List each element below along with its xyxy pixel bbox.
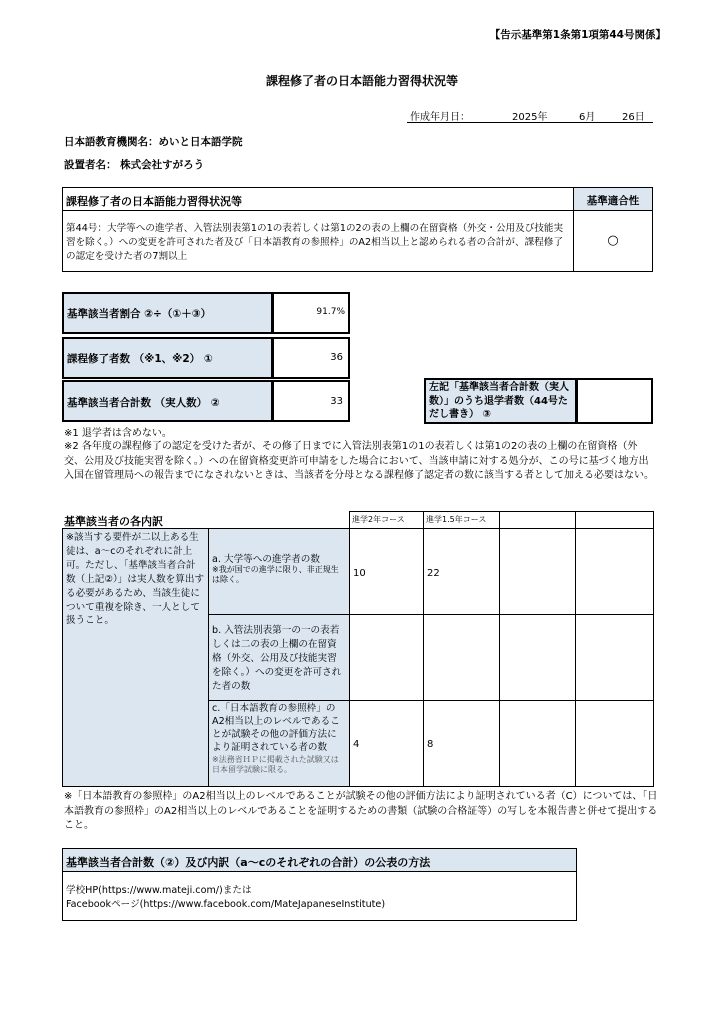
row-b-val-2 xyxy=(424,615,500,701)
qualified-label-cell xyxy=(62,380,273,422)
breakdown-row-a xyxy=(209,529,350,615)
publication-header-label: 基準該当者合計数（②）及び内訳（a～cのそれぞれの合計）の公表の方法 xyxy=(66,856,431,869)
row-c-val-2: 8 xyxy=(424,701,500,787)
status-header xyxy=(62,187,574,211)
completed-label: 課程修了者数 （※1、※2） ① xyxy=(67,353,213,365)
completed-label-cell xyxy=(62,337,273,379)
row-b-val-4 xyxy=(576,615,654,701)
row-a-val-4 xyxy=(576,529,654,615)
status-header-label: 課程修了者の日本語能力習得状況等 xyxy=(66,195,242,208)
col-header-1-5year: 進学1.5年コース xyxy=(424,512,500,529)
header-reference: 【告示基準第1条第1項第44号関係】 xyxy=(489,29,666,41)
publication-line-1: 学校HP(https://www.mateji.com/)または xyxy=(66,885,252,896)
breakdown-left-note: ※該当する要件が二以上ある生徒は、a～cのそれぞれに計上可。ただし、「基準該当者合計数（上記②）」は実人数を算出する必要があるため、当該生徒について重複を除き、一人として扱うこと。 xyxy=(63,529,209,787)
breakdown-table xyxy=(62,528,654,787)
withdrawn-value-cell xyxy=(576,378,653,424)
col-header-empty-3 xyxy=(500,512,576,529)
publication-body xyxy=(62,871,577,921)
row-a-val-1: 10 xyxy=(350,529,424,615)
publication-header xyxy=(62,848,577,872)
status-description-text: 第44号：大学等への進学者、入管法別表第1の1の表若しくは第1の2の表の上欄の在留資格（外交・公用及び技能実習を除く。）への変更を許可された者及び「日本語教育の参照枠」のA2相当以上と認められる者の合計が、課程修了の認定を受けた者の7割以上 xyxy=(66,223,564,262)
qualified-value-cell xyxy=(272,380,350,422)
date-label: 作成年月日： xyxy=(410,112,470,123)
breakdown-row-c xyxy=(209,701,350,787)
ratio-label: 基準該当者割合 ②÷（①＋③） xyxy=(67,308,212,320)
note-c: ※「日本語教育の参照枠」のA2相当以上のレベルであることが試験その他の評価方法により証明されている者（C）については、「日本語教育の参照枠」のA2相当以上のレベルであることを証明するための書類（試験の合格証等）の写しを本報告書と併せて提出すること。 xyxy=(64,791,658,831)
breakdown-title: 基準該当者の各内訳 xyxy=(64,515,163,528)
row-b-label: b. 入管法別表第一の一の表若しくは二の表の上欄の在留資格（外交、公用及び技能実習を除く。）への変更を許可された者の数 xyxy=(212,625,342,692)
col-header-2year: 進学2年コース xyxy=(350,512,424,529)
publication-line-2: Facebookページ(https://www.facebook.com/MateJapaneseInstitute) xyxy=(66,899,386,910)
note-2: ※2 各年度の課程修了の認定を受けた者が、その修了日までに入管法別表第1の1の表若しくは第1の2の表の上欄の在留資格（外交、公用及び技能実習を除く。）への在留資格変更許可申請をした場合において、当該申請に対する処分が、この号に基づく地方出入国在留管理局への報告までになされないときは、当該者を分母となる課程修了認定者の数に該当する者として加える必要はない。 xyxy=(64,441,654,481)
row-a-sub: ※我が国での進学に限り、非正規生は除く。 xyxy=(212,565,339,585)
ratio-label-cell xyxy=(62,292,273,334)
completed-value: 36 xyxy=(330,352,343,363)
row-c-val-4 xyxy=(576,701,654,787)
conformity-header-label: 基準適合性 xyxy=(586,195,640,207)
conformity-cell xyxy=(573,210,653,272)
withdrawn-label: 左記「基準該当者合計数（実人数）」のうち退学者数（44号ただし書き） ③ xyxy=(429,382,569,420)
date-month: 6月 xyxy=(579,112,596,123)
date-day: 26日 xyxy=(622,112,645,123)
row-c-sub: ※法務省ＨＰに掲載された試験又は日本留学試験に限る。 xyxy=(212,754,339,775)
note-1: ※1 退学者は含めない。 xyxy=(64,428,172,439)
row-a-label: a. 大学等への進学者の数 xyxy=(212,554,320,565)
conformity-mark: ○ xyxy=(607,233,619,248)
withdrawn-label-cell xyxy=(424,378,577,424)
ratio-value-cell xyxy=(272,292,350,334)
ratio-value: 91.7% xyxy=(316,307,345,317)
status-description xyxy=(62,210,574,272)
qualified-label: 基準該当者合計数 （実人数） ② xyxy=(67,397,220,409)
row-b-val-1 xyxy=(350,615,424,701)
row-b-val-3 xyxy=(500,615,576,701)
breakdown-column-headers xyxy=(349,511,654,529)
row-a-val-3 xyxy=(500,529,576,615)
row-c-val-1: 4 xyxy=(350,701,424,787)
row-c-val-3 xyxy=(500,701,576,787)
row-c-label: c.「日本語教育の参照枠」のA2相当以上のレベルであることが試験その他の評価方法により証明されている者の数 xyxy=(212,703,340,753)
creation-date xyxy=(407,108,653,123)
page-title: 課程修了者の日本語能力習得状況等 xyxy=(265,74,458,88)
col-header-empty-4 xyxy=(576,512,654,529)
conformity-header xyxy=(573,187,653,211)
institution-name: 日本語教育機関名：めいと日本語学院 xyxy=(64,136,243,148)
qualified-value: 33 xyxy=(330,396,343,407)
row-a-val-2: 22 xyxy=(424,529,500,615)
breakdown-row-b xyxy=(209,615,350,701)
completed-value-cell xyxy=(272,337,350,379)
date-year: 2025年 xyxy=(512,112,548,123)
founder-name: 設置者名： 株式会社すがろう xyxy=(64,159,205,171)
